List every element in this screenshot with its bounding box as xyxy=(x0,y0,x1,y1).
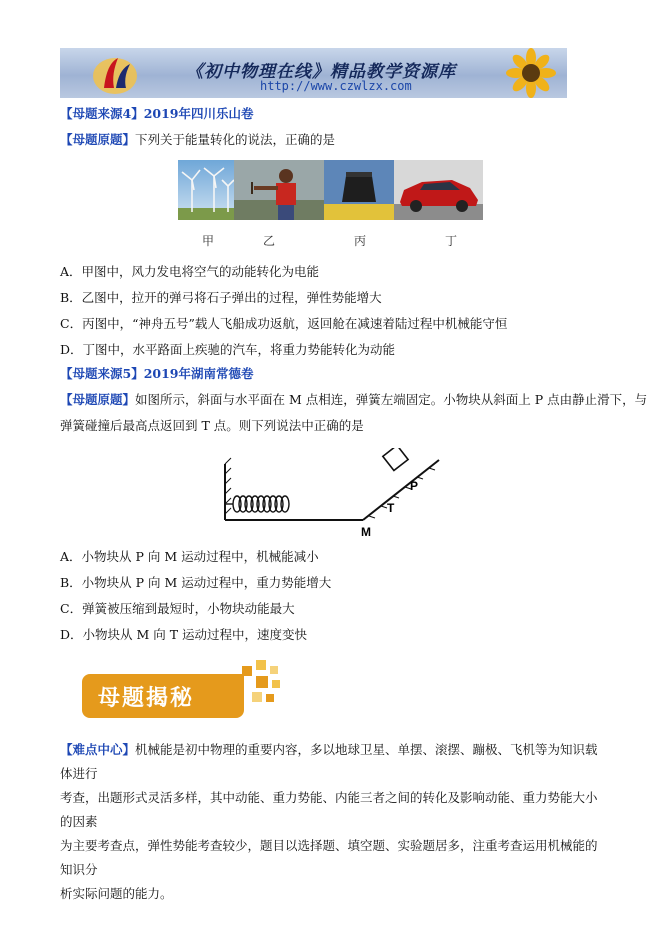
slingshot-boy-photo xyxy=(234,160,324,220)
q5-question-text-1: 如图所示，斜面与水平面在 M 点相连，弹簧左端固定。小物块从斜面上 P 点由静止滑下，与 xyxy=(135,392,648,407)
label-p: P xyxy=(410,479,419,493)
caption-bing: 丙 xyxy=(354,234,367,248)
q5-option-d: D．小物块从 M 向 T 运动过程中，速度变快 xyxy=(60,627,308,642)
spring-icon xyxy=(225,496,289,512)
label-t: T xyxy=(387,501,395,515)
section-badge xyxy=(82,660,292,720)
red-car-photo xyxy=(394,160,483,220)
q4-option-d: D．丁图中，水平路面上疾驰的汽车，将重力势能转化为动能 xyxy=(60,342,396,357)
difficulty-paragraph xyxy=(60,738,605,906)
wind-turbine-photo xyxy=(178,160,234,220)
q5-option-c: C．弹簧被压缩到最短时，小物块动能最大 xyxy=(60,601,295,616)
incline-spring-diagram xyxy=(215,448,445,540)
q4-option-b: B．乙图中，拉开的弹弓将石子弹出的过程，弹性势能增大 xyxy=(60,290,382,305)
banner-url[interactable]: http://www.czwlzx.com xyxy=(260,79,412,93)
return-capsule-photo xyxy=(324,160,394,220)
difficulty-tag: 【难点中心】 xyxy=(60,742,136,757)
q4-photo-strip xyxy=(178,160,483,220)
difficulty-line-1: 【难点中心】机械能是初中物理的重要内容，多以地球卫星、单摆、滚摆、蹦极、飞机等为知识载体进行 xyxy=(60,742,598,781)
caption-yi: 乙 xyxy=(263,234,276,248)
caption-jia: 甲 xyxy=(202,234,215,248)
difficulty-line-4: 析实际问题的能力。 xyxy=(60,886,173,901)
q5-source-tag: 【母题来源5】 xyxy=(60,366,144,381)
q5-source-text: 2019年湖南常德卷 xyxy=(143,366,254,381)
difficulty-line-2: 考查，出题形式灵活多样，其中动能、重力势能、内能三者之间的转化及影响动能、重力势能大小的因素 xyxy=(60,790,598,829)
q4-origin-tag: 【母题原题】 xyxy=(60,132,136,147)
caption-ding: 丁 xyxy=(445,234,458,248)
q4-source-text: 2019年四川乐山卷 xyxy=(143,106,254,121)
section-badge-text: 母题揭秘 xyxy=(98,686,195,711)
q4-source xyxy=(60,106,254,122)
q4-option-a: A．甲图中，风力发电将空气的动能转化为电能 xyxy=(60,264,320,279)
banner-title: 《初中物理在线》精品教学资源库 xyxy=(186,62,456,82)
site-logo-icon xyxy=(90,52,140,96)
q4-question xyxy=(60,132,335,148)
block-icon xyxy=(383,448,408,471)
q4-option-c: C．丙图中，“神舟五号”载人飞船成功返航，返回舱在减速着陆过程中机械能守恒 xyxy=(60,316,508,331)
q5-question-line1 xyxy=(60,392,647,408)
difficulty-line-3: 为主要考查点，弹性势能考查较少，题目以选择题、填空题、实验题居多，注重考查运用机械能的知识分 xyxy=(60,838,598,877)
label-m: M xyxy=(361,525,371,539)
header-banner xyxy=(60,48,567,98)
q5-option-b: B．小物块从 P 向 M 运动过程中，重力势能增大 xyxy=(60,575,332,590)
q5-origin-tag: 【母题原题】 xyxy=(60,392,136,407)
q5-source xyxy=(60,366,254,382)
q5-question-line2: 弹簧碰撞后最高点返回到 T 点。则下列说法中正确的是 xyxy=(60,418,364,433)
q4-question-text: 下列关于能量转化的说法，正确的是 xyxy=(135,132,336,147)
q4-source-tag: 【母题来源4】 xyxy=(60,106,144,121)
sunflower-icon xyxy=(501,48,561,98)
q5-option-a: A．小物块从 P 向 M 运动过程中，机械能减小 xyxy=(60,549,319,564)
